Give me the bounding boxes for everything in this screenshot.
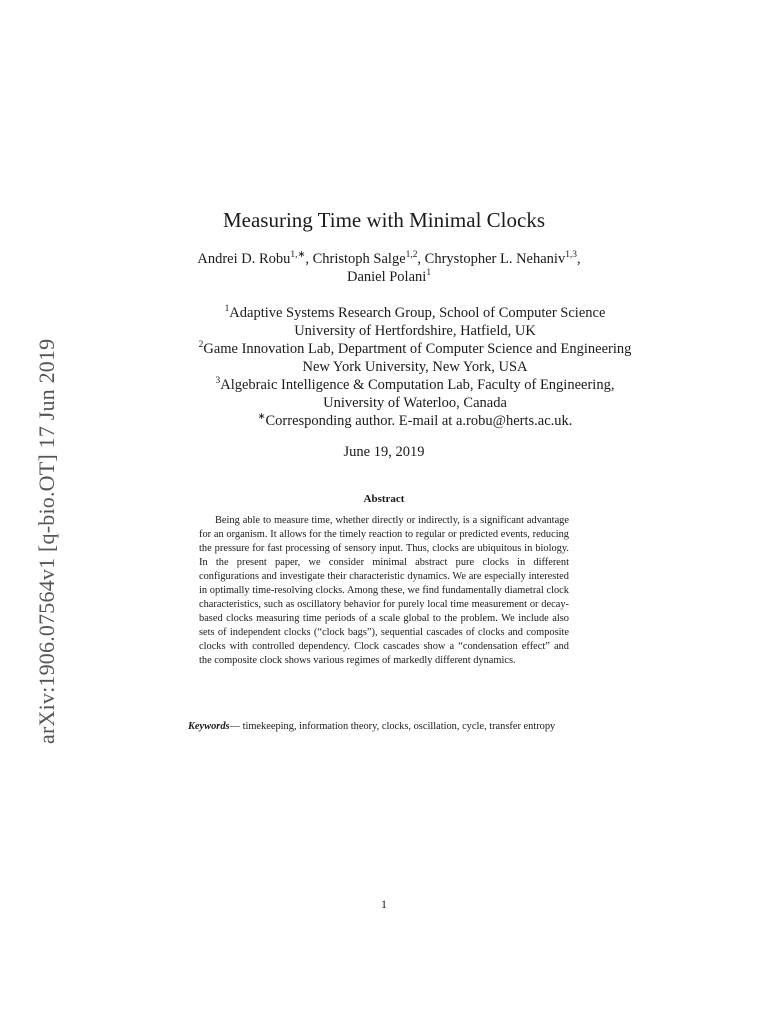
corresponding-text[interactable]: Corresponding author. E-mail at a.robu@herts.ac.uk. (265, 413, 573, 429)
author-line-1 (0, 250, 768, 268)
affil-line: Algebraic Intelligence & Computation Lab, Faculty of Engineering, (220, 377, 615, 393)
author-line-2 (0, 268, 768, 286)
page-number: 1 (381, 897, 387, 911)
author-separator: , (576, 251, 581, 267)
keywords-label: Keywords (188, 721, 230, 732)
affil-mark: 3 (215, 376, 221, 387)
affiliation-3 (0, 376, 768, 412)
affil-mark: 2 (198, 340, 204, 351)
author-affil-mark: 1,2 (405, 250, 418, 261)
affil-line: Game Innovation Lab, Department of Computer Science and Engineering (203, 341, 632, 357)
affil-mark: 1 (224, 304, 230, 315)
corresponding-author (0, 412, 768, 430)
keywords-list: timekeeping, information theory, clocks, oscillation, cycle, transfer entropy (242, 721, 556, 732)
author-name: Daniel Polani (346, 269, 427, 285)
corresponding-mark: ∗ (257, 412, 266, 423)
author-list (0, 250, 768, 286)
author-name: Christoph Salge (312, 251, 406, 267)
affil-line: University of Waterloo, Canada (323, 395, 507, 411)
keywords (166, 720, 602, 734)
author-affil-mark: 1 (426, 268, 432, 279)
author-separator: , (417, 251, 425, 267)
affiliation-1 (0, 304, 768, 340)
affil-line: New York University, New York, USA (302, 359, 528, 375)
author-affil-mark: 1,∗ (290, 250, 306, 261)
author-affil-mark: 1,3 (565, 250, 577, 261)
paper-title: Measuring Time with Minimal Clocks (222, 208, 545, 232)
abstract-heading: Abstract (363, 493, 405, 505)
abstract-text: Being able to measure time, whether directly or indirectly, is a significant advantage for an organism. It allows for the timely reaction to regular or predicted events, reducing the pressure for fast processing of sensory input. Thus, clocks are ubiquitous in biology. In the present paper, we consider minimal abstract pure clocks in different configurations and investigate their characteristic dynamics. We are especially interested in optimally time-resolving clocks. Among these, we find fundamentally diametral clock characteristics, such as oscillatory behavior for purely local time measurement or decay-based clocks measuring time periods of a scale global to the problem. We include also sets of independent clocks (“clock bags”), sequential cascades of clocks and composite clocks with controlled dependency. Clock cascades show a “condensation effect” and the composite clock shows various regimes of markedly different dynamics. (199, 515, 569, 666)
affil-line: Adaptive Systems Research Group, School of Computer Science (229, 305, 606, 321)
affiliations (0, 304, 768, 430)
arxiv-identifier[interactable]: arXiv:1906.07564v1 [q-bio.OT] 17 Jun 2019 (34, 338, 59, 744)
author-name: Chrystopher L. Nehaniv (424, 251, 566, 267)
keywords-dash: — (229, 721, 243, 732)
author-name: Andrei D. Robu (197, 251, 291, 267)
affil-line: University of Hertfordshire, Hatfield, UK (294, 323, 536, 339)
paper-date: June 19, 2019 (343, 444, 425, 460)
affiliation-2 (0, 340, 768, 376)
author-separator: , (305, 251, 313, 267)
